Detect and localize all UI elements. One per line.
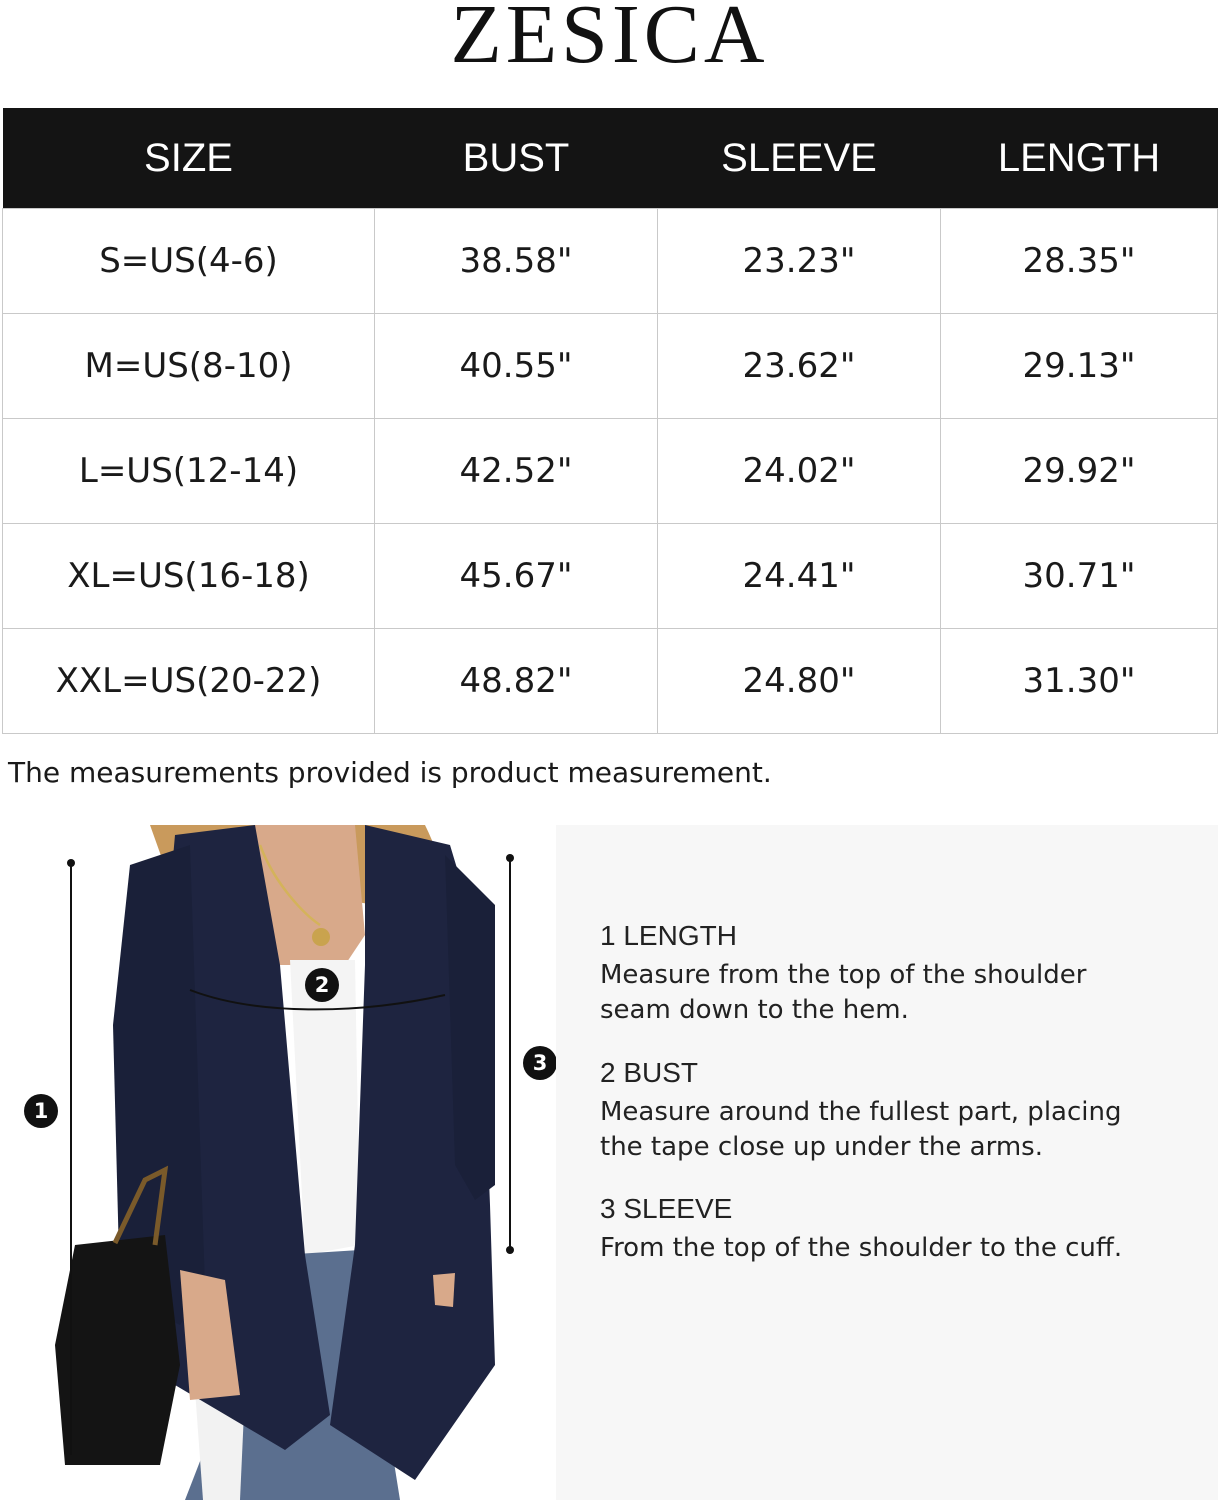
bust-cell: 40.55" xyxy=(375,314,658,419)
size-cell: S=US(4-6) xyxy=(3,209,375,314)
guide-length-desc-line-1: Measure from the top of the shoulder xyxy=(600,960,1087,990)
table-row xyxy=(3,419,1218,524)
length-cell: 31.30" xyxy=(941,629,1218,734)
bust-cell: 48.82" xyxy=(375,629,658,734)
size-cell: M=US(8-10) xyxy=(3,314,375,419)
header-length: LENGTH xyxy=(941,108,1218,209)
measurement-note: The measurements provided is product measurement. xyxy=(8,756,772,789)
sleeve-cell: 24.02" xyxy=(658,419,941,524)
table-row xyxy=(3,314,1218,419)
guide-length xyxy=(600,920,1180,1028)
table-header-row xyxy=(3,108,1218,209)
header-size: SIZE xyxy=(3,108,375,209)
guide-bust-desc-line-1: Measure around the fullest part, placing xyxy=(600,1097,1122,1127)
sleeve-cell: 24.80" xyxy=(658,629,941,734)
guide-length-desc-line-2: seam down to the hem. xyxy=(600,995,909,1025)
length-cell: 28.35" xyxy=(941,209,1218,314)
bust-cell: 42.52" xyxy=(375,419,658,524)
guide-bust-desc-line-2: the tape close up under the arms. xyxy=(600,1132,1043,1162)
header-bust: BUST xyxy=(375,108,658,209)
sleeve-cell: 23.23" xyxy=(658,209,941,314)
table-row xyxy=(3,629,1218,734)
cardigan-illustration xyxy=(55,825,555,1500)
length-cell: 29.13" xyxy=(941,314,1218,419)
length-cell: 30.71" xyxy=(941,524,1218,629)
guide-sleeve xyxy=(600,1193,1180,1266)
bust-cell: 38.58" xyxy=(375,209,658,314)
model-photo xyxy=(55,825,555,1500)
bust-cell: 45.67" xyxy=(375,524,658,629)
guide-sleeve-desc-line-1: From the top of the shoulder to the cuff. xyxy=(600,1233,1123,1263)
size-cell: XL=US(16-18) xyxy=(3,524,375,629)
guide-bust-title: 2 BUST xyxy=(600,1057,699,1088)
size-cell: L=US(12-14) xyxy=(3,419,375,524)
size-chart-table xyxy=(2,108,1218,734)
length-cell: 29.92" xyxy=(941,419,1218,524)
marker-2: 2 xyxy=(305,968,339,1002)
table-row xyxy=(3,209,1218,314)
table-row xyxy=(3,524,1218,629)
marker-1: 1 xyxy=(24,1094,58,1128)
guide-length-title: 1 LENGTH xyxy=(600,920,737,951)
guide-sleeve-title: 3 SLEEVE xyxy=(600,1193,733,1224)
size-cell: XXL=US(20-22) xyxy=(3,629,375,734)
sleeve-cell: 24.41" xyxy=(658,524,941,629)
marker-3: 3 xyxy=(523,1046,557,1080)
guide-bust xyxy=(600,1057,1180,1165)
sleeve-cell: 23.62" xyxy=(658,314,941,419)
brand-logo: ZESICA xyxy=(450,0,769,81)
header-sleeve: SLEEVE xyxy=(658,108,941,209)
